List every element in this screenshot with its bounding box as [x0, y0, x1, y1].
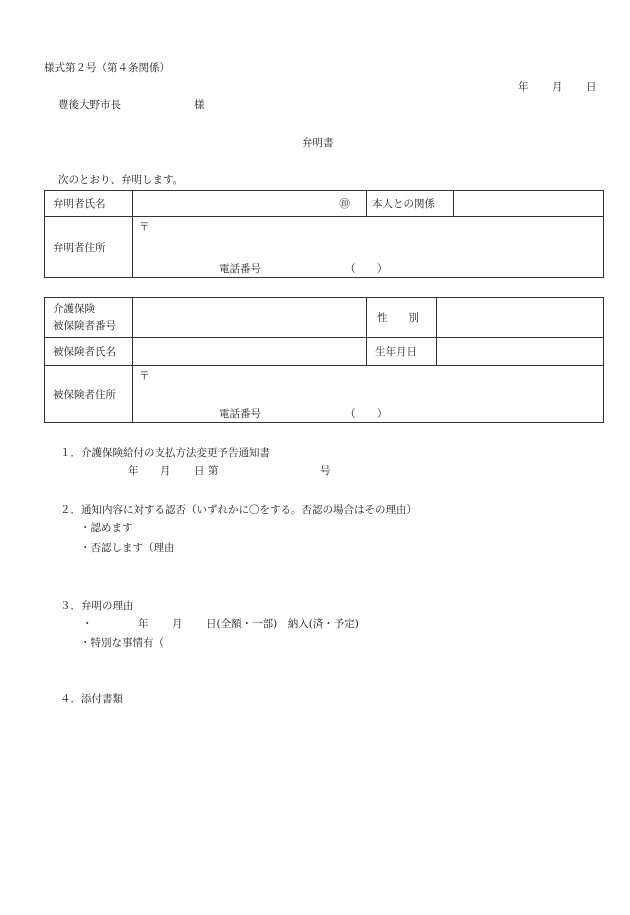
appellant-name-field[interactable] — [133, 191, 367, 217]
section3-bullet: ・ — [82, 618, 93, 630]
section3-payment-detail: 日(全額・一部) 納入(済・予定) — [206, 618, 359, 630]
section3-month-label: 月 — [172, 618, 183, 630]
section1-title: １．介護保険給付の支払方法変更予告通知書 — [60, 447, 270, 459]
date-day-label: 日 — [586, 81, 597, 93]
insured-table — [44, 297, 604, 423]
birth-date-field[interactable] — [437, 338, 604, 366]
option-deny[interactable]: ・否認します（理由 — [80, 542, 175, 554]
phone-paren-open: （ — [345, 408, 356, 420]
relation-label: 本人との関係 — [367, 191, 454, 217]
section3-title: ３．弁明の理由 — [60, 600, 134, 612]
section4-title: ４．添付書類 — [60, 693, 123, 705]
insured-name-label: 被保険者氏名 — [45, 338, 133, 366]
addressee: 豊後大野市長 — [58, 99, 121, 111]
birth-date-label: 生年月日 — [367, 338, 437, 366]
insurance-label-line2: 被保険者番号 — [53, 319, 116, 332]
insured-phone-label: 電話番号 — [219, 408, 261, 420]
insured-address-field[interactable] — [133, 366, 604, 423]
appellant-address-label: 弁明者住所 — [45, 217, 133, 278]
section1-year-label: 年 — [128, 465, 139, 477]
insured-address-label: 被保険者住所 — [45, 366, 133, 423]
relation-field[interactable] — [454, 191, 604, 217]
option-special-circumstances[interactable]: ・特別な事情有（ — [80, 637, 164, 649]
postal-mark: 〒 — [139, 370, 150, 382]
phone-paren-open: （ — [345, 263, 356, 275]
section3-year-label: 年 — [138, 618, 149, 630]
postal-mark: 〒 — [139, 221, 150, 233]
appellant-name-label: 弁明者氏名 — [45, 191, 133, 217]
date-year-label: 年 — [518, 81, 529, 93]
appellant-address-field[interactable] — [133, 217, 604, 278]
honorific: 様 — [194, 99, 205, 111]
document-title: 弁明書 — [302, 137, 334, 149]
insured-name-field[interactable] — [133, 338, 367, 366]
date-month-label: 月 — [552, 81, 563, 93]
insurance-number-field[interactable] — [133, 298, 367, 338]
intro-text: 次のとおり、弁明します。 — [58, 174, 184, 186]
phone-paren-close: ） — [377, 408, 388, 420]
option-admit[interactable]: ・認めます — [80, 522, 133, 534]
form-number: 様式第２号（第４条関係） — [44, 62, 170, 74]
appellant-phone-label: 電話番号 — [219, 263, 261, 275]
section2-title: ２．通知内容に対する認否（いずれかに〇をする。否認の場合はその理由） — [60, 504, 417, 516]
section1-go-label: 号 — [320, 465, 331, 477]
appellant-table — [44, 190, 604, 278]
phone-paren-close: ） — [377, 263, 388, 275]
section1-day-number-label: 日 第 — [194, 465, 219, 477]
section1-month-label: 月 — [160, 465, 171, 477]
gender-field[interactable] — [437, 298, 604, 338]
seal-mark: ㊞ — [339, 197, 350, 210]
insurance-number-label — [45, 298, 133, 338]
insurance-label-line1: 介護保険 — [53, 302, 95, 315]
gender-label: 性 別 — [367, 298, 437, 338]
